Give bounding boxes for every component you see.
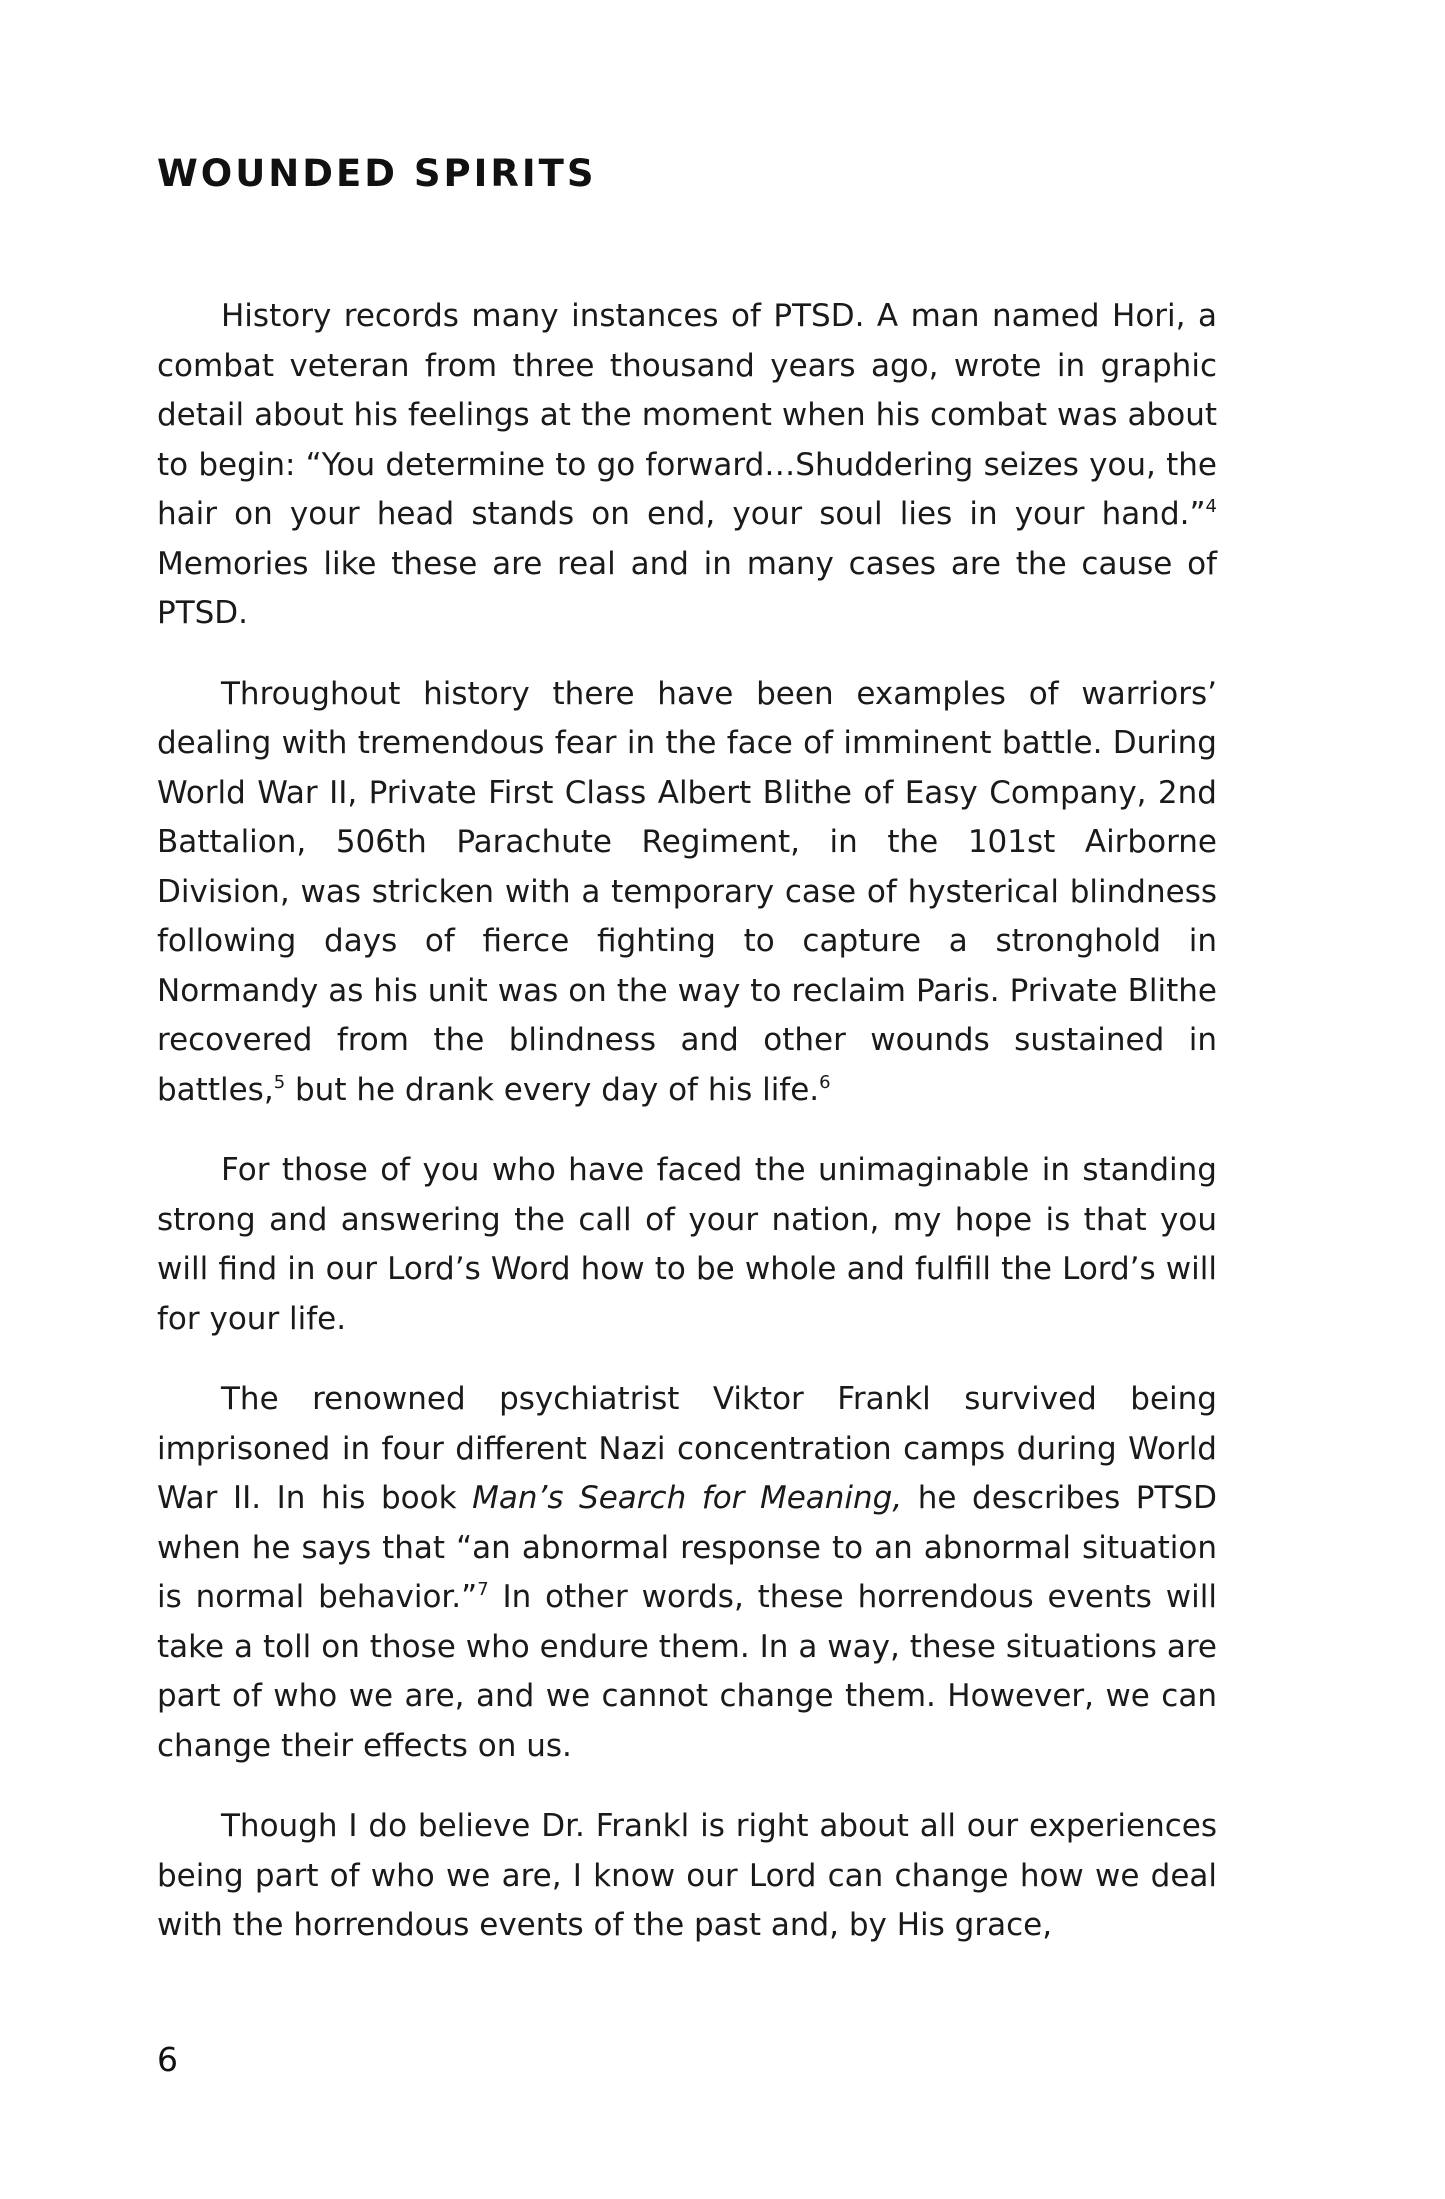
paragraph-text: The renowned psychiatrist Viktor Frankl survived being imprisoned in four different Nazi concentration camps during World War II. In his book [157,1381,1217,1516]
paragraph-text: Though I do believe Dr. Frankl is right about all our experiences being part of who we are, I know our Lord can change how we deal with the horrendous events of the past and, by His grace, [157,1808,1217,1943]
paragraph-text: Throughout history there have been examples of warriors’ dealing with tremendous fear in the face of imminent battle. During World War II, Private First Class Albert Blithe of Easy Company, 2nd Battalion, 506th Parachute Regiment, in the 101st Airborne Division, was stricken with a temporary case of hysterical blindness following days of fierce fighting to capture a stronghold in Normandy as his unit was on the way to reclaim Paris. Private Blithe recovered from the blindness and other wounds sustained in battles, [157,675,1217,1108]
paragraph-text: Memories like these are real and in many cases are the cause of PTSD. [157,545,1217,631]
paragraph-text: In other words, these horrendous events will take a toll on those who endure them. In a way, these situations are part of who we are, and we cannot change them. However, we can change their effects on us. [157,1579,1217,1764]
paragraph-text: he describes PTSD when he says that “an abnormal response to an abnormal situation is normal behavior.” [157,1480,1217,1615]
body-text [157,292,1217,1951]
paragraph-text: History records many instances of PTSD. A man named Hori, a combat veteran from three thousand years ago, wrote in graphic detail about his feelings at the moment when his combat was about to begin: “You determine to go forward…Shuddering seizes you, the hair on your head stands on end, your soul lies in your hand.” [157,298,1217,532]
running-head: WOUNDED SPIRITS [157,152,597,195]
paragraph-text: but he drank every day of his life. [285,1071,820,1108]
book-title: Man’s Search for Meaning, [472,1480,903,1516]
paragraph-2 [157,670,1217,1116]
footnote-ref: 7 [477,1579,489,1600]
page-number: 6 [157,2040,178,2079]
footnote-ref: 6 [819,1071,831,1093]
paragraph-1 [157,292,1217,639]
footnote-ref: 4 [1205,496,1217,517]
paragraph-text: For those of you who have faced the unimaginable in standing strong and answering the call of your nation, my hope is that you will find in our Lord’s Word how to be whole and fulfill the Lord’s will for your life. [157,1152,1217,1337]
paragraph-4 [157,1375,1217,1771]
paragraph-3 [157,1146,1217,1344]
footnote-ref: 5 [273,1071,286,1093]
paragraph-5 [157,1802,1217,1951]
